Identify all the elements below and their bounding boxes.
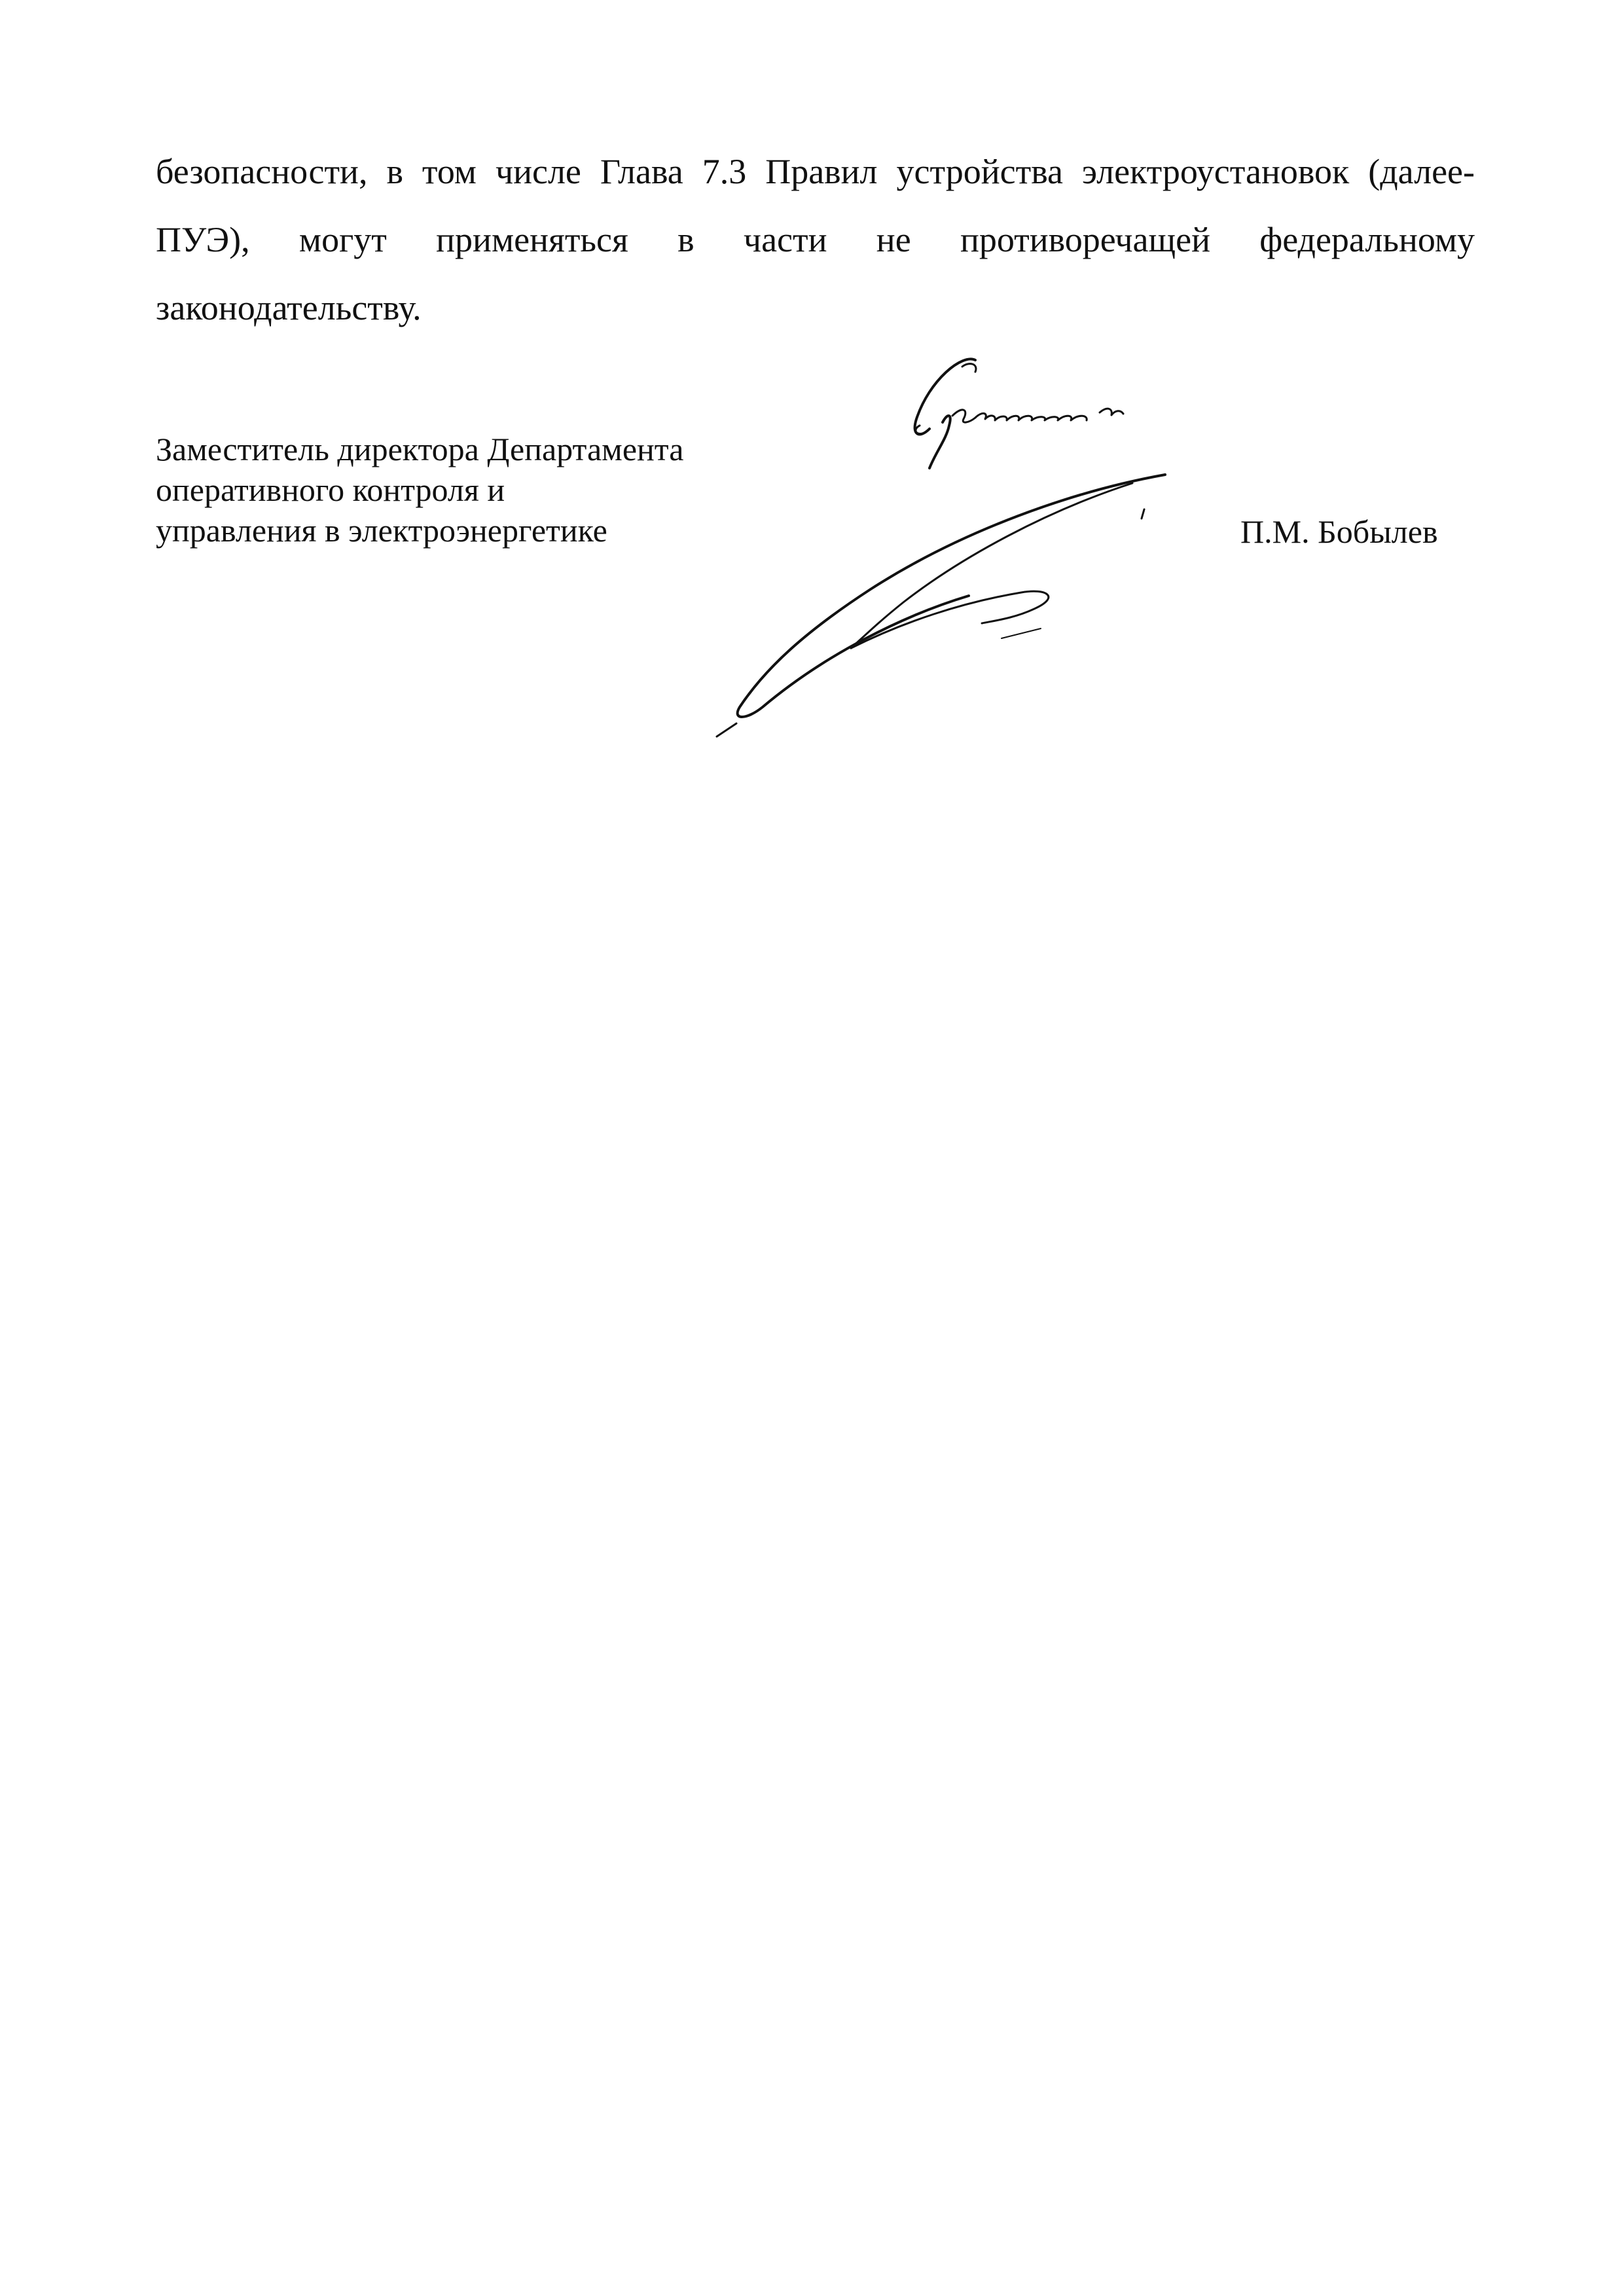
paragraph-line-2: ПУЭ), могут применяться в части не противоречащей федеральному — [156, 220, 1475, 259]
signatory-position — [156, 429, 683, 551]
position-line-3: управления в электроэнергетике — [156, 512, 607, 549]
handwritten-signature — [655, 340, 1218, 759]
paragraph-line-3: законодательству. — [156, 288, 422, 327]
position-line-2: оперативного контроля и — [156, 471, 505, 508]
paragraph-line-1: безопасности, в том числе Глава 7.3 Правил устройства электроустановок (далее- — [156, 152, 1475, 191]
body-paragraph — [156, 137, 1475, 342]
position-line-1: Заместитель директора Департамента — [156, 431, 684, 467]
signer-name: П.М. Бобылев — [1240, 513, 1438, 550]
